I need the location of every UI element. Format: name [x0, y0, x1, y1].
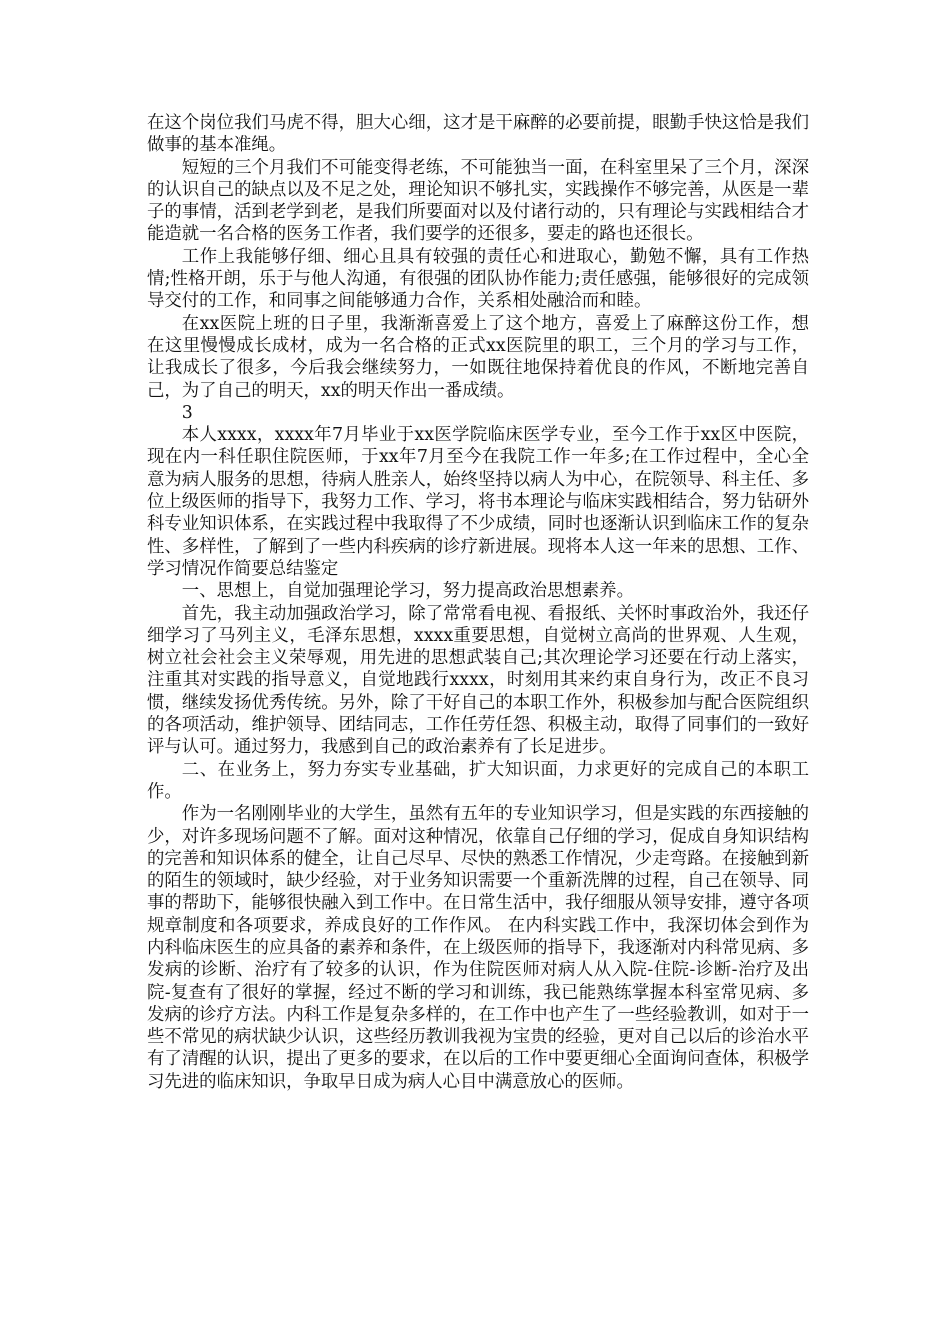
- paragraph-2: 短短的三个月我们不可能变得老练，不可能独当一面，在科室里呆了三个月，深深的认识自己的缺点以及不足之处，理论知识不够扎实，实践操作不够完善，从医是一辈子的事情，活到老学到老，是我们所要面对以及付诸行动的，只有理论与实践相结合才能造就一名合格的医务工作者，我们要学的还很多，要走的路也还很长。: [147, 157, 809, 245]
- paragraph-6: 本人xxxx，xxxx年7月毕业于xx医学院临床医学专业，至今工作于xx区中医院，现在内一科任职住院医师，于xx年7月至今在我院工作一年多;在工作过程中，全心全意为病人服务的思想，待病人胜亲人，始终坚持以病人为中心，在院领导、科主任、多位上级医师的指导下，我努力工作、学习，将书本理论与临床实践相结合，努力钻研外科专业知识体系，在实践过程中我取得了不少成绩，同时也逐渐认识到临床工作的复杂性、多样性，了解到了一些内科疾病的诊疗新进展。现将本人这一年来的思想、工作、学习情况作简要总结鉴定: [147, 425, 809, 579]
- paragraph-4: 在xx医院上班的日子里，我渐渐喜爱上了这个地方，喜爱上了麻醉这份工作，想在这里慢慢成长成材，成为一名合格的正式xx医院里的职工，三个月的学习与工作，让我成长了很多，今后我会继续努力，一如既往地保持着优良的作风，不断地完善自己，为了自己的明天，xx的明天作出一番成绩。: [147, 313, 809, 401]
- heading-professional: 二、在业务上，努力夯实专业基础，扩大知识面，力求更好的完成自己的本职工作。: [147, 759, 809, 802]
- heading-ideology: 一、思想上，自觉加强理论学习，努力提高政治思想素养。: [181, 581, 634, 602]
- paragraph-10: 作为一名刚刚毕业的大学生，虽然有五年的专业知识学习，但是实践的东西接触的少，对许多现场问题不了解。面对这种情况，依靠自己仔细的学习，促成自身知识结构的完善和知识体系的健全，让自己尽早、尽快的熟悉工作情况，少走弯路。在接触到新的陌生的领域时，缺少经验，对于业务知识需要一个重新洗牌的过程，自己在领导、同事的帮助下，能够很快融入到工作中。在日常生活中，我仔细服从领导安排，遵守各项规章制度和各项要求，养成良好的工作作风。 在内科实践工作中，我深切体会到作为内科临床医生的应具备的素养和条件，在上级医师的指导下，我逐渐对内科常见病、多发病的诊断、治疗有了较多的认识，作为住院医师对病人从入院-住院-诊断-治疗及出院-复查有了很好的掌握，经过不断的学习和训练，我已能熟练掌握本科室常见病、多发病的诊疗方法。内科工作是复杂多样的，在工作中也产生了一些经验教训，如对于一些不常见的病状缺少认识，这些经历教训我视为宝贵的经验，更对自己以后的诊治水平有了清醒的认识，提出了更多的要求，在以后的工作中要更细心全面询问查体，积极学习先进的临床知识，争取早日成为病人心目中满意放心的医师。: [147, 804, 809, 1092]
- paragraph-8: 首先，我主动加强政治学习，除了常常看电视、看报纸、关怀时事政治外，我还仔细学习了马列主义，毛泽东思想，xxxx重要思想，自觉树立高尚的世界观、人生观，树立社会社会主义荣辱观，用先进的思想武装自己;其次理论学习还要在行动上落实，注重其对实践的指导意义，自觉地践行xxxx，时刻用其来约束自身行为，改正不良习惯，继续发扬优秀传统。另外，除了干好自己的本职工作外，积极参加与配合医院组织的各项活动，维护领导、团结同志，工作任劳任怨、积极主动，取得了同事们的一致好评与认可。通过努力，我感到自己的政治素养有了长足进步。: [147, 603, 809, 758]
- paragraph-1: 在这个岗位我们马虎不得，胆大心细，这才是干麻醉的必要前提，眼勤手快这恰是我们做事的基本准绳。: [147, 113, 809, 156]
- paragraph-3: 工作上我能够仔细、细心且具有较强的责任心和进取心，勤勉不懈，具有工作热情;性格开朗，乐于与他人沟通，有很强的团队协作能力;责任感强，能够很好的完成领导交付的工作，和同事之间能够通力合作，关系相处融洽而和睦。: [147, 246, 809, 312]
- document-body: [147, 112, 809, 1093]
- section-number: 3: [181, 402, 193, 423]
